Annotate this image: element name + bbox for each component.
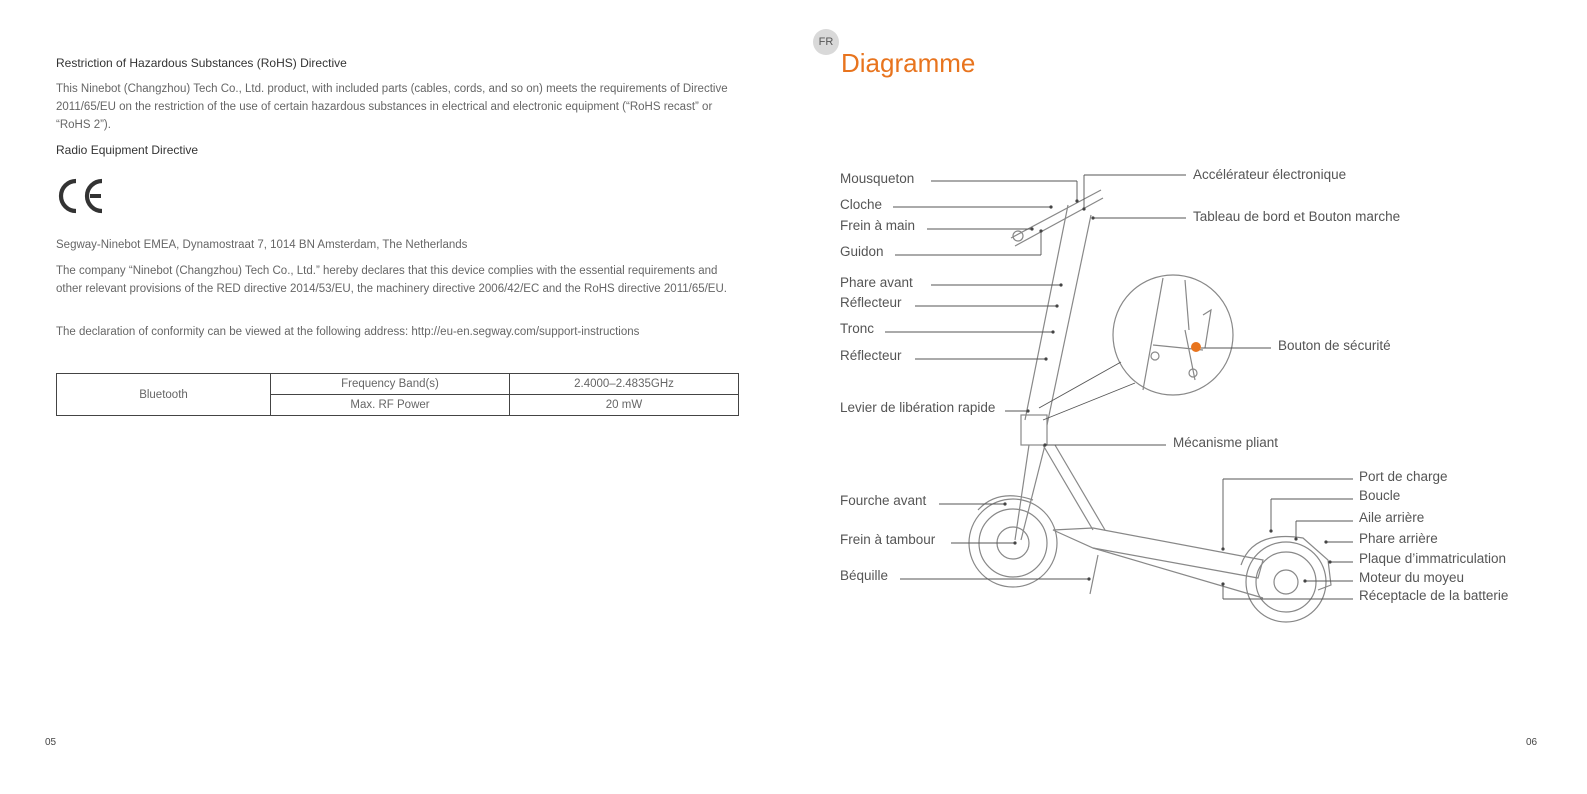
- labels-right-top: [1043, 167, 1400, 450]
- ce-mark-icon: [54, 176, 108, 216]
- label-guidon: Guidon: [840, 244, 884, 259]
- label-phare-avant: Phare avant: [840, 275, 913, 290]
- label-frein-tambour: Frein à tambour: [840, 532, 936, 547]
- rohs-heading: Restriction of Hazardous Substances (RoHS) Directive: [56, 56, 347, 70]
- label-plaque: Plaque d’immatriculation: [1359, 551, 1507, 566]
- page-title: Diagramme: [841, 48, 976, 78]
- labels-left: [840, 171, 1091, 583]
- label-tableau-de-bord: Tableau de bord et Bouton marche: [1193, 209, 1401, 224]
- label-levier: Levier de libération rapide: [840, 400, 996, 415]
- label-aile-arriere: Aile arrière: [1359, 510, 1425, 525]
- label-mousqueton: Mousqueton: [840, 171, 915, 186]
- label-receptacle-batterie: Réceptacle de la batterie: [1359, 588, 1509, 603]
- scooter-diagram: [793, 0, 1587, 794]
- label-phare-arriere: Phare arrière: [1359, 531, 1438, 546]
- label-reflecteur-1: Réflecteur: [840, 295, 902, 310]
- rohs-paragraph: This Ninebot (Changzhou) Tech Co., Ltd. product, with included parts (cables, cords, and so on) meets the requirements of Directive 2011/65/EU on the restriction of the use of certain hazardous substances in electrical and electronic equipment (“RoHS recast” or “RoHS 2”).: [56, 83, 728, 131]
- table-row: [57, 374, 739, 395]
- language-badge: FR: [813, 29, 839, 55]
- label-frein-main: Frein à main: [840, 218, 916, 233]
- label-reflecteur-2: Réflecteur: [840, 348, 902, 363]
- conformity-paragraph: The declaration of conformity can be viewed at the following address: http://eu-en.segway.com/support-instructions: [56, 326, 640, 338]
- label-boucle: Boucle: [1359, 488, 1401, 503]
- right-page: [793, 0, 1587, 794]
- table-cell-param: Max. RF Power: [271, 395, 510, 416]
- label-bequille: Béquille: [840, 568, 889, 583]
- label-bouton-securite: Bouton de sécurité: [1278, 338, 1391, 353]
- table-cell-value: 20 mW: [510, 395, 739, 416]
- table-cell-param: Frequency Band(s): [271, 374, 510, 395]
- declaration-paragraph: The company “Ninebot (Changzhou) Tech Co., Ltd.” hereby declares that this device complies with the essential requirements and other relevant provisions of the RED directive 2014/53/EU, the machinery directive 2006/42/EC and the RoHS directive 2011/65/EU.: [56, 265, 727, 295]
- page-number-right: 06: [1526, 737, 1538, 748]
- label-port-de-charge: Port de charge: [1359, 469, 1448, 484]
- labels-right-bottom: [1221, 469, 1508, 603]
- table-label-cell: Bluetooth: [57, 374, 271, 416]
- address: Segway-Ninebot EMEA, Dynamostraat 7, 1014 BN Amsterdam, The Netherlands: [56, 239, 468, 251]
- red-heading: Radio Equipment Directive: [56, 143, 199, 157]
- label-mecanisme-pliant: Mécanisme pliant: [1173, 435, 1279, 450]
- label-moteur-moyeu: Moteur du moyeu: [1359, 570, 1465, 585]
- label-accelerateur: Accélérateur électronique: [1193, 167, 1347, 182]
- label-fourche-avant: Fourche avant: [840, 493, 927, 508]
- bluetooth-spec-table: [56, 373, 739, 416]
- page-number-left: 05: [45, 737, 57, 748]
- left-page: [0, 0, 793, 794]
- table-cell-value: 2.4000–2.4835GHz: [510, 374, 739, 395]
- label-tronc: Tronc: [840, 321, 875, 336]
- label-cloche: Cloche: [840, 197, 883, 212]
